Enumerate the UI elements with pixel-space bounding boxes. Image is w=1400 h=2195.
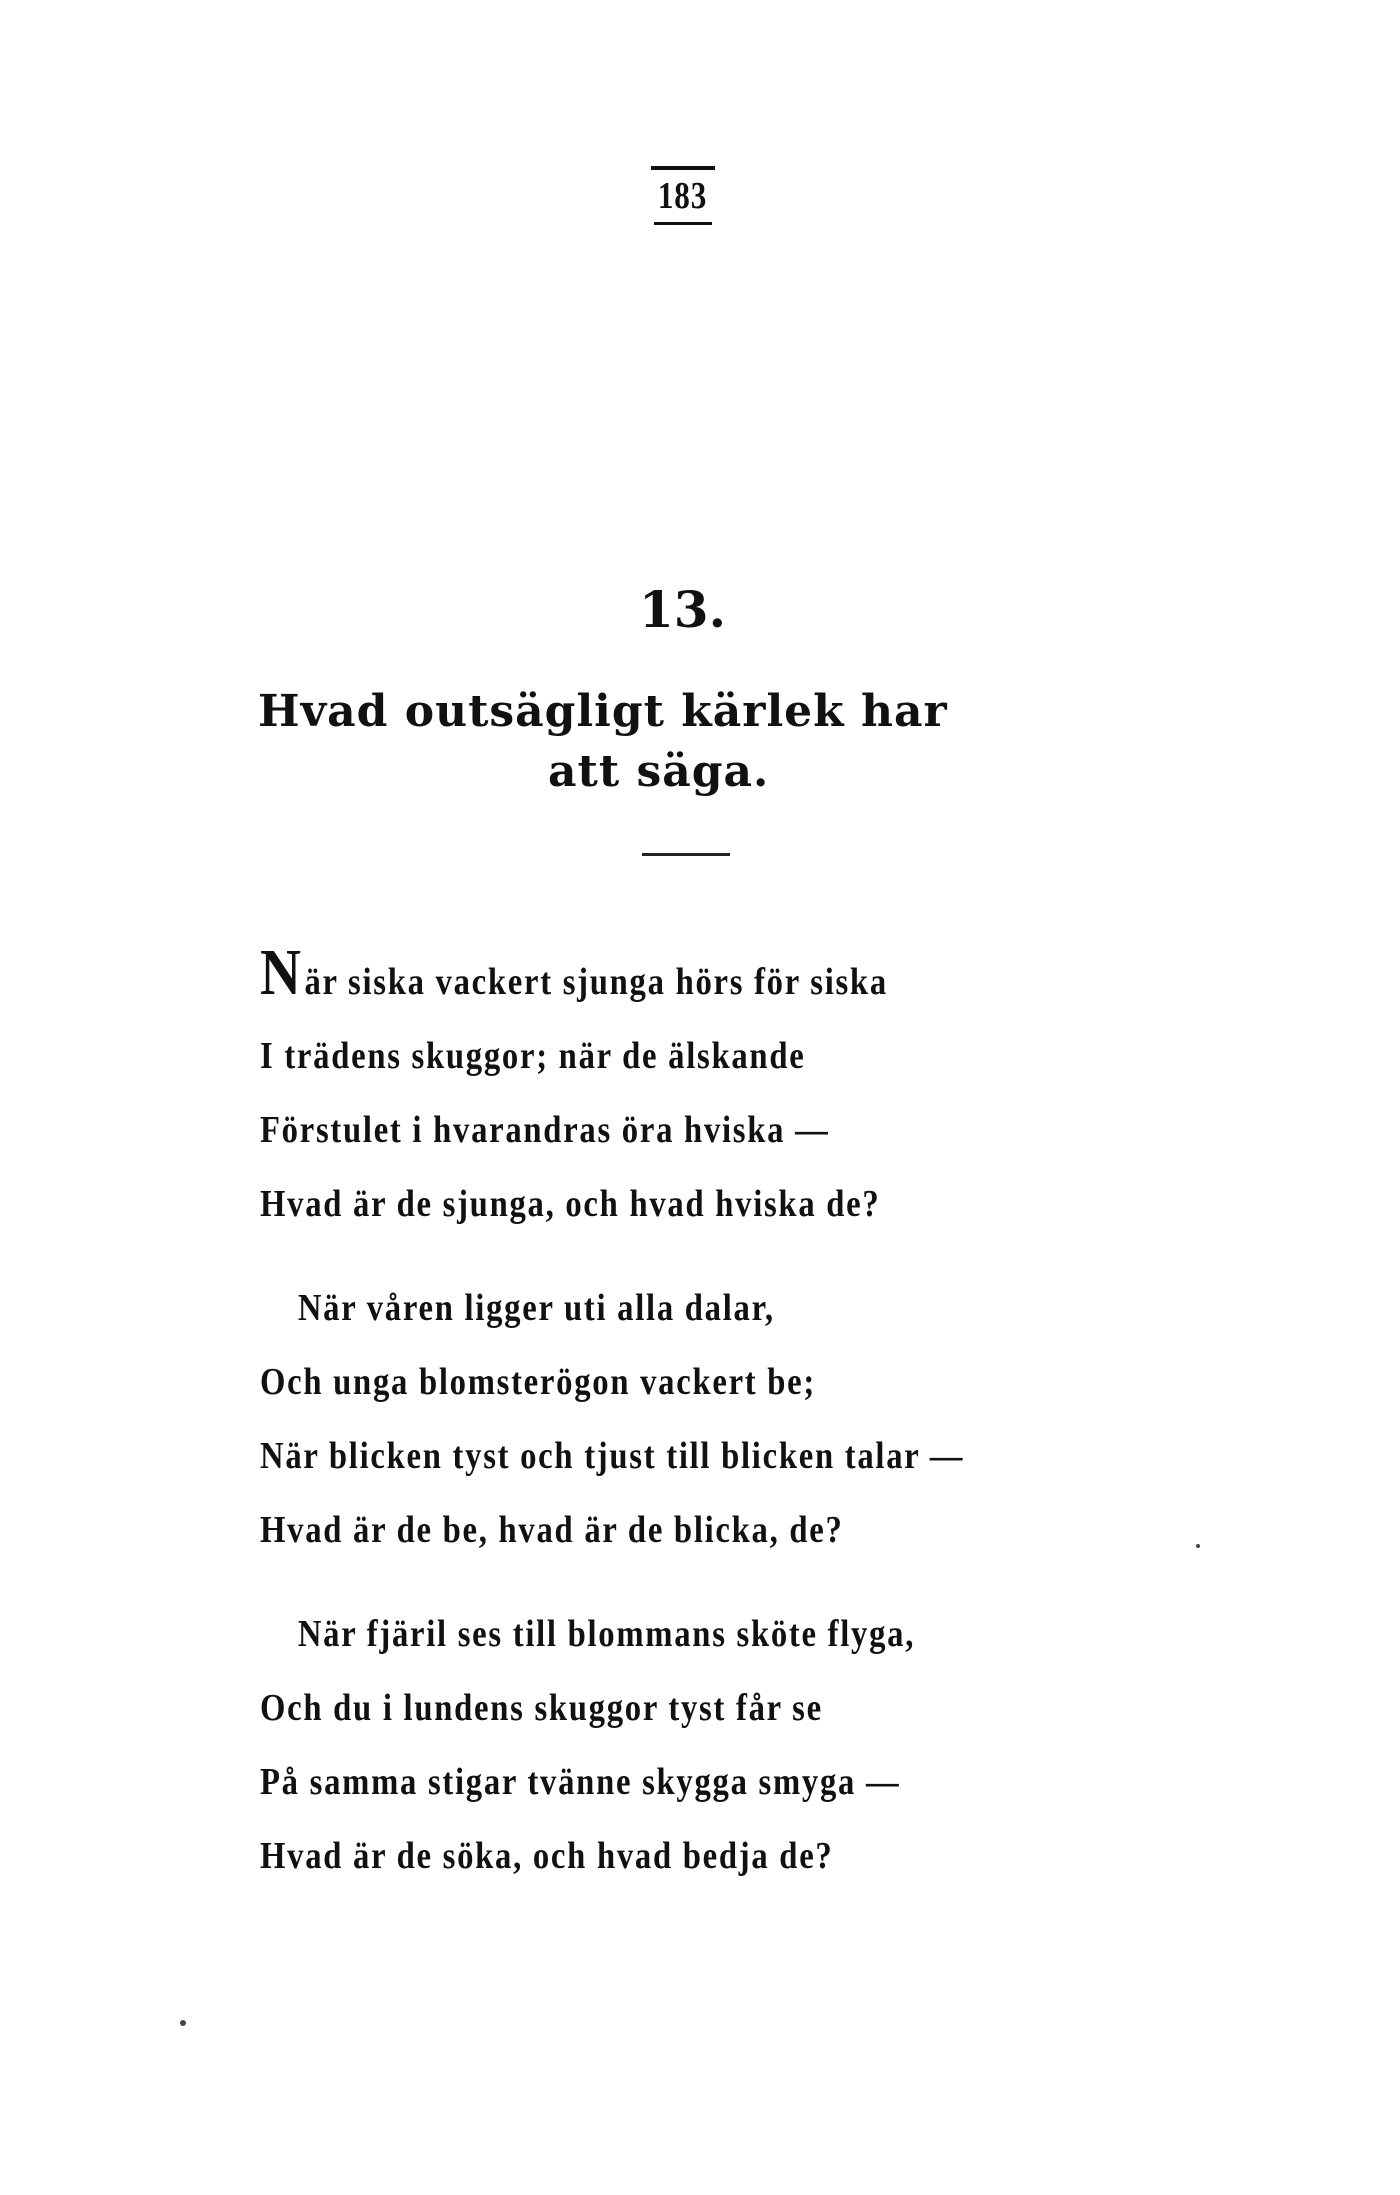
verse-line: Hvad är de be, hvad är de blicka, de? [260, 1509, 844, 1551]
stanza-3 [260, 1597, 1300, 1893]
verse-line: När våren ligger uti alla dalar, [297, 1287, 775, 1329]
title-divider-rule [642, 853, 730, 856]
poem-title-line-1: Hvad outsägligt kärlek har [258, 686, 948, 737]
stanza-2 [260, 1271, 1300, 1567]
verse-line: Hvad är de sjunga, och hvad hviska de? [260, 1183, 881, 1225]
print-speck [1196, 1544, 1200, 1548]
verse-line: Och unga blomsterögon vackert be; [260, 1361, 817, 1403]
page-number-block [0, 166, 1365, 225]
verse-line: Förstulet i hvarandras öra hviska — [260, 1109, 830, 1151]
drop-cap: N [260, 936, 303, 1009]
page-number: 183 [657, 175, 708, 217]
verse-line: Hvad är de söka, och hvad bedja de? [260, 1835, 834, 1877]
verse-line-text: är siska vackert sjunga hörs för siska [304, 961, 888, 1003]
verse-line: När blicken tyst och tjust till blicken talar — [260, 1435, 965, 1477]
page-number-bottom-rule [654, 222, 712, 225]
poem-body [260, 936, 1300, 1893]
verse-line: På samma stigar tvänne skygga smyga — [260, 1761, 901, 1803]
poem-number: 13. [639, 580, 726, 639]
verse-line: I trädens skuggor; när de älskande [260, 1035, 806, 1077]
print-speck [180, 2020, 186, 2026]
verse-line [260, 936, 1154, 1019]
poem-title-line-2: att säga. [548, 746, 770, 797]
poem-title [258, 682, 1258, 802]
stanza-1 [260, 936, 1300, 1241]
verse-line: När fjäril ses till blommans sköte flyga, [297, 1613, 916, 1655]
verse-line: Och du i lundens skuggor tyst får se [260, 1687, 823, 1729]
